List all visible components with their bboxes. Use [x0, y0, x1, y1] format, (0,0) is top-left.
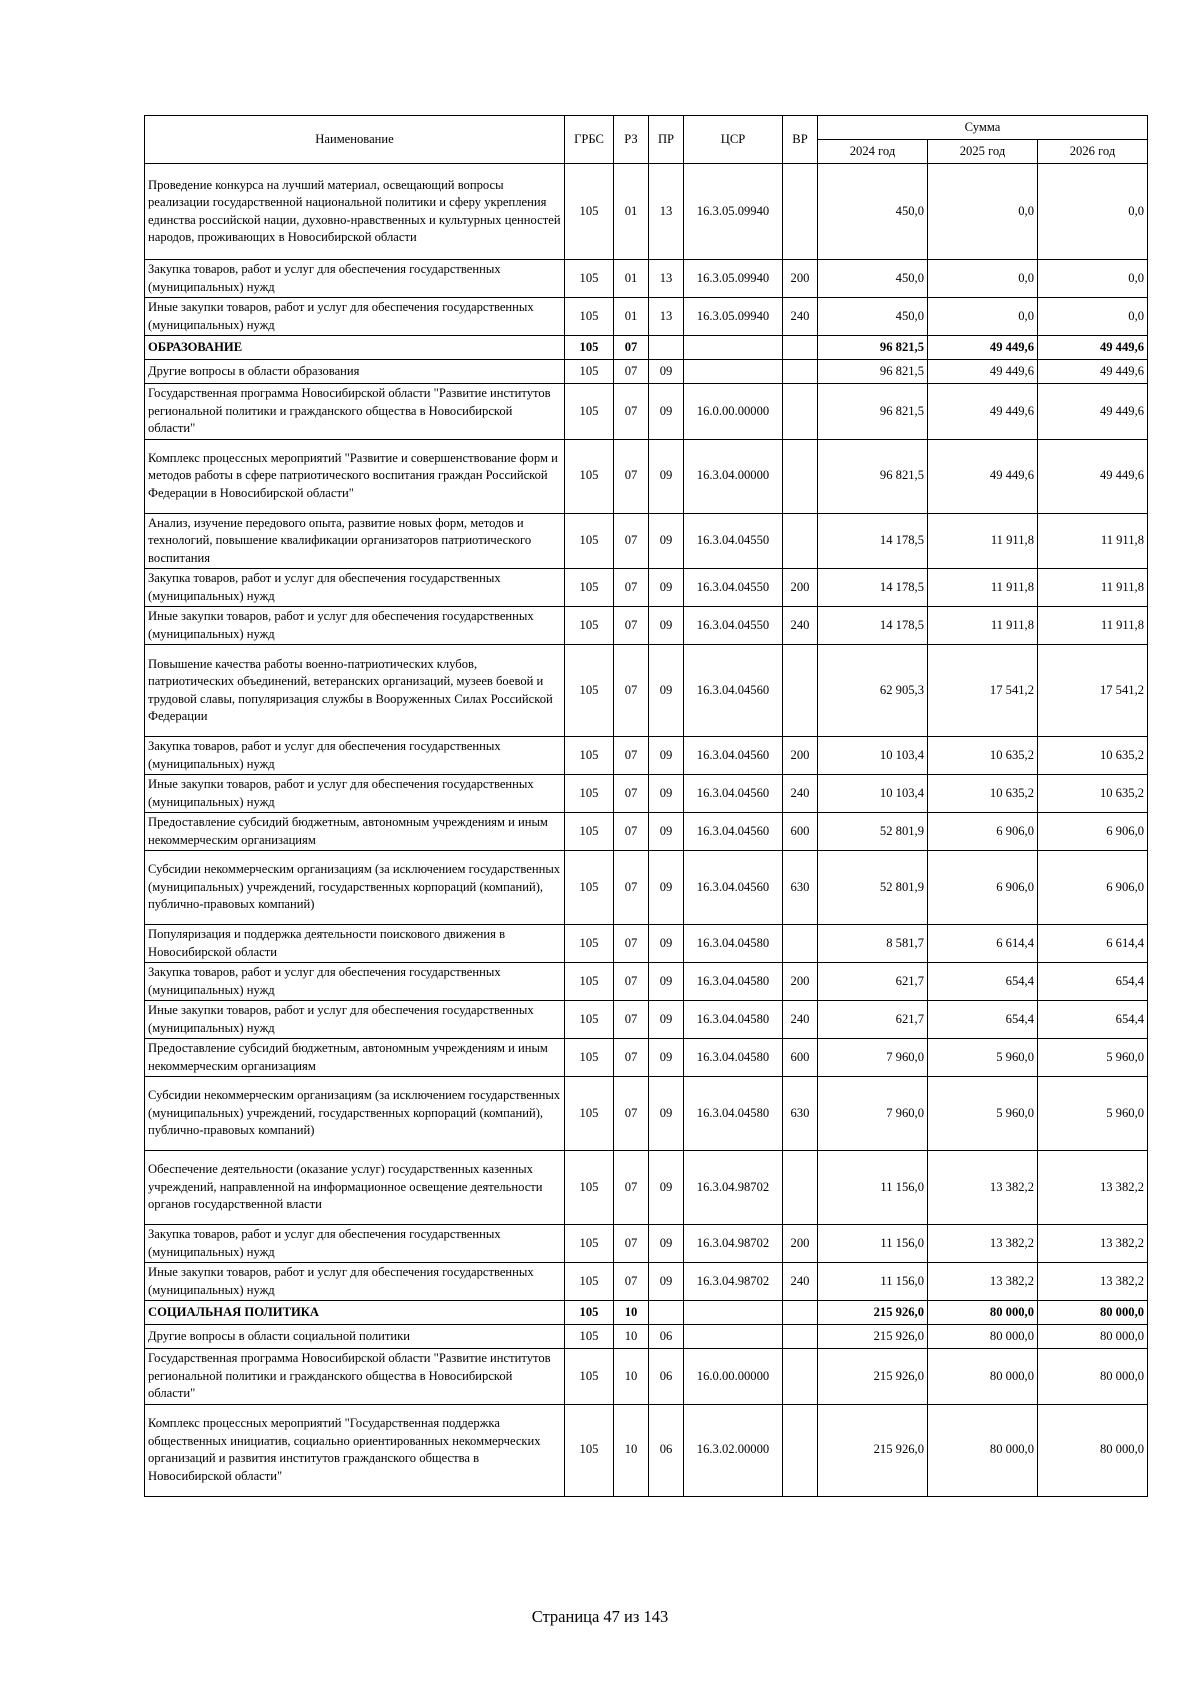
- row-sum-2026: 80 000,0: [1038, 1325, 1148, 1349]
- row-pr: 06: [649, 1349, 684, 1405]
- row-csr: 16.3.04.04550: [684, 513, 783, 569]
- row-vr: 630: [783, 1077, 818, 1151]
- row-name: Субсидии некоммерческим организациям (за исключением государственных (муниципальных) учреждений, государственных корпораций (компаний), публично-правовых компаний): [145, 851, 565, 925]
- row-pr: [649, 1301, 684, 1325]
- row-csr: 16.3.02.00000: [684, 1404, 783, 1496]
- row-grbs: 105: [565, 439, 614, 513]
- row-csr: [684, 1301, 783, 1325]
- row-csr: 16.3.04.04560: [684, 645, 783, 737]
- row-vr: [783, 1404, 818, 1496]
- table-row: [145, 963, 1148, 1001]
- row-vr: 630: [783, 851, 818, 925]
- row-sum-2025: 11 911,8: [928, 607, 1038, 645]
- row-sum-2026: 49 449,6: [1038, 439, 1148, 513]
- row-sum-2025: 17 541,2: [928, 645, 1038, 737]
- row-sum-2024: 14 178,5: [818, 569, 928, 607]
- row-name: СОЦИАЛЬНАЯ ПОЛИТИКА: [145, 1301, 565, 1325]
- table-row: [145, 360, 1148, 384]
- table-row: [145, 925, 1148, 963]
- row-sum-2025: 10 635,2: [928, 737, 1038, 775]
- row-vr: 240: [783, 607, 818, 645]
- row-sum-2024: 215 926,0: [818, 1404, 928, 1496]
- row-sum-2025: 10 635,2: [928, 775, 1038, 813]
- row-name: ОБРАЗОВАНИЕ: [145, 336, 565, 360]
- row-name: Предоставление субсидий бюджетным, автономным учреждениям и иным некоммерческим организациям: [145, 1039, 565, 1077]
- row-sum-2026: 13 382,2: [1038, 1151, 1148, 1225]
- row-vr: [783, 1349, 818, 1405]
- table-row: [145, 1039, 1148, 1077]
- row-sum-2025: 80 000,0: [928, 1301, 1038, 1325]
- row-sum-2025: 11 911,8: [928, 569, 1038, 607]
- row-name: Другие вопросы в области образования: [145, 360, 565, 384]
- row-grbs: 105: [565, 569, 614, 607]
- row-sum-2026: 5 960,0: [1038, 1039, 1148, 1077]
- row-rz: 07: [614, 1001, 649, 1039]
- row-pr: 09: [649, 439, 684, 513]
- row-pr: 09: [649, 384, 684, 440]
- row-sum-2024: 96 821,5: [818, 360, 928, 384]
- row-grbs: 105: [565, 1039, 614, 1077]
- table-row: [145, 1151, 1148, 1225]
- row-sum-2026: 11 911,8: [1038, 607, 1148, 645]
- row-grbs: 105: [565, 260, 614, 298]
- header-year-2024: 2024 год: [818, 140, 928, 164]
- row-rz: 10: [614, 1349, 649, 1405]
- header-csr: ЦСР: [684, 116, 783, 164]
- row-rz: 01: [614, 298, 649, 336]
- row-csr: [684, 360, 783, 384]
- row-sum-2025: 49 449,6: [928, 336, 1038, 360]
- row-vr: 600: [783, 1039, 818, 1077]
- row-rz: 07: [614, 1263, 649, 1301]
- row-pr: 13: [649, 298, 684, 336]
- header-pr: ПР: [649, 116, 684, 164]
- row-name: Субсидии некоммерческим организациям (за исключением государственных (муниципальных) учреждений, государственных корпораций (компаний), публично-правовых компаний): [145, 1077, 565, 1151]
- row-sum-2025: 5 960,0: [928, 1039, 1038, 1077]
- row-sum-2026: 654,4: [1038, 963, 1148, 1001]
- row-rz: 07: [614, 775, 649, 813]
- table-row: [145, 569, 1148, 607]
- table-row: [145, 384, 1148, 440]
- row-pr: 09: [649, 1001, 684, 1039]
- table-row: [145, 1077, 1148, 1151]
- header-name: Наименование: [145, 116, 565, 164]
- budget-table: [144, 115, 1148, 1497]
- row-sum-2025: 11 911,8: [928, 513, 1038, 569]
- row-csr: 16.0.00.00000: [684, 384, 783, 440]
- row-sum-2026: 49 449,6: [1038, 360, 1148, 384]
- row-sum-2026: 80 000,0: [1038, 1349, 1148, 1405]
- row-sum-2026: 6 906,0: [1038, 813, 1148, 851]
- row-sum-2025: 80 000,0: [928, 1404, 1038, 1496]
- row-sum-2026: 0,0: [1038, 164, 1148, 260]
- row-vr: 600: [783, 813, 818, 851]
- row-name: Популяризация и поддержка деятельности поискового движения в Новосибирской области: [145, 925, 565, 963]
- row-sum-2025: 6 906,0: [928, 851, 1038, 925]
- row-vr: 240: [783, 298, 818, 336]
- row-name: Закупка товаров, работ и услуг для обеспечения государственных (муниципальных) нужд: [145, 260, 565, 298]
- row-pr: 09: [649, 607, 684, 645]
- row-grbs: 105: [565, 607, 614, 645]
- row-pr: 09: [649, 360, 684, 384]
- row-sum-2026: 11 911,8: [1038, 513, 1148, 569]
- row-sum-2024: 8 581,7: [818, 925, 928, 963]
- row-sum-2024: 215 926,0: [818, 1301, 928, 1325]
- table-row: [145, 439, 1148, 513]
- row-sum-2026: 654,4: [1038, 1001, 1148, 1039]
- row-rz: 07: [614, 1077, 649, 1151]
- row-csr: 16.3.05.09940: [684, 164, 783, 260]
- row-grbs: 105: [565, 851, 614, 925]
- row-pr: 09: [649, 775, 684, 813]
- row-grbs: 105: [565, 813, 614, 851]
- row-pr: 13: [649, 164, 684, 260]
- row-vr: 200: [783, 737, 818, 775]
- row-name: Иные закупки товаров, работ и услуг для обеспечения государственных (муниципальных) нужд: [145, 1263, 565, 1301]
- row-pr: 09: [649, 963, 684, 1001]
- row-sum-2026: 49 449,6: [1038, 384, 1148, 440]
- row-csr: 16.0.00.00000: [684, 1349, 783, 1405]
- row-sum-2026: 80 000,0: [1038, 1301, 1148, 1325]
- row-rz: 07: [614, 963, 649, 1001]
- row-vr: [783, 439, 818, 513]
- row-vr: 200: [783, 260, 818, 298]
- row-pr: 06: [649, 1404, 684, 1496]
- row-sum-2024: 621,7: [818, 963, 928, 1001]
- row-pr: 09: [649, 851, 684, 925]
- row-pr: 09: [649, 569, 684, 607]
- row-csr: 16.3.04.04580: [684, 963, 783, 1001]
- header-vr: ВР: [783, 116, 818, 164]
- row-vr: [783, 1325, 818, 1349]
- row-csr: 16.3.04.04560: [684, 737, 783, 775]
- row-name: Повышение качества работы военно-патриотических клубов, патриотических объединений, ветеранских организаций, музеев боевой и трудовой славы, популяризация службы в Вооруженных Силах Российской Федерации: [145, 645, 565, 737]
- table-row: [145, 645, 1148, 737]
- row-name: Анализ, изучение передового опыта, развитие новых форм, методов и технологий, повышение квалификации организаторов патриотического воспитания: [145, 513, 565, 569]
- row-pr: 09: [649, 513, 684, 569]
- row-grbs: 105: [565, 1325, 614, 1349]
- row-vr: [783, 1301, 818, 1325]
- table-row: [145, 775, 1148, 813]
- row-grbs: 105: [565, 384, 614, 440]
- row-sum-2024: 450,0: [818, 164, 928, 260]
- table-row: [145, 1325, 1148, 1349]
- row-sum-2024: 52 801,9: [818, 813, 928, 851]
- row-csr: 16.3.05.09940: [684, 260, 783, 298]
- row-sum-2025: 49 449,6: [928, 384, 1038, 440]
- row-pr: 09: [649, 925, 684, 963]
- row-sum-2025: 13 382,2: [928, 1225, 1038, 1263]
- row-pr: 09: [649, 645, 684, 737]
- row-sum-2025: 49 449,6: [928, 439, 1038, 513]
- row-pr: 09: [649, 813, 684, 851]
- row-csr: [684, 1325, 783, 1349]
- row-grbs: 105: [565, 513, 614, 569]
- row-rz: 01: [614, 260, 649, 298]
- row-grbs: 105: [565, 737, 614, 775]
- row-rz: 07: [614, 1039, 649, 1077]
- row-vr: [783, 1151, 818, 1225]
- row-rz: 07: [614, 569, 649, 607]
- row-name: Иные закупки товаров, работ и услуг для обеспечения государственных (муниципальных) нужд: [145, 298, 565, 336]
- row-csr: 16.3.05.09940: [684, 298, 783, 336]
- row-pr: 09: [649, 1077, 684, 1151]
- row-pr: 09: [649, 1263, 684, 1301]
- row-name: Иные закупки товаров, работ и услуг для обеспечения государственных (муниципальных) нужд: [145, 1001, 565, 1039]
- row-sum-2025: 0,0: [928, 298, 1038, 336]
- row-sum-2024: 11 156,0: [818, 1263, 928, 1301]
- row-sum-2025: 6 906,0: [928, 813, 1038, 851]
- header-rz: РЗ: [614, 116, 649, 164]
- row-rz: 07: [614, 851, 649, 925]
- header-year-2025: 2025 год: [928, 140, 1038, 164]
- row-sum-2025: 654,4: [928, 963, 1038, 1001]
- table-row: [145, 513, 1148, 569]
- row-sum-2025: 0,0: [928, 164, 1038, 260]
- row-sum-2024: 215 926,0: [818, 1349, 928, 1405]
- row-rz: 07: [614, 1151, 649, 1225]
- row-name: Закупка товаров, работ и услуг для обеспечения государственных (муниципальных) нужд: [145, 569, 565, 607]
- row-rz: 10: [614, 1325, 649, 1349]
- row-csr: 16.3.04.04580: [684, 1001, 783, 1039]
- row-sum-2026: 13 382,2: [1038, 1263, 1148, 1301]
- row-pr: 09: [649, 1151, 684, 1225]
- row-csr: 16.3.04.04580: [684, 1039, 783, 1077]
- row-grbs: 105: [565, 164, 614, 260]
- row-vr: [783, 513, 818, 569]
- row-name: Иные закупки товаров, работ и услуг для обеспечения государственных (муниципальных) нужд: [145, 775, 565, 813]
- row-name: Обеспечение деятельности (оказание услуг) государственных казенных учреждений, направленной на информационное освещение деятельности органов государственной власти: [145, 1151, 565, 1225]
- row-sum-2024: 215 926,0: [818, 1325, 928, 1349]
- row-vr: [783, 384, 818, 440]
- row-pr: 09: [649, 737, 684, 775]
- row-sum-2026: 10 635,2: [1038, 737, 1148, 775]
- table-row: [145, 851, 1148, 925]
- row-rz: 07: [614, 360, 649, 384]
- row-sum-2026: 49 449,6: [1038, 336, 1148, 360]
- row-pr: 09: [649, 1039, 684, 1077]
- row-grbs: 105: [565, 645, 614, 737]
- row-sum-2025: 6 614,4: [928, 925, 1038, 963]
- row-name: Комплекс процессных мероприятий "Государственная поддержка общественных инициатив, социально ориентированных некоммерческих организаций и развития институтов гражданского общества в Новосибирской области": [145, 1404, 565, 1496]
- page-number: Страница 47 из 143: [531, 1607, 669, 1626]
- table-row: [145, 1404, 1148, 1496]
- row-rz: 07: [614, 607, 649, 645]
- row-sum-2024: 14 178,5: [818, 607, 928, 645]
- table-row: [145, 607, 1148, 645]
- row-rz: 10: [614, 1404, 649, 1496]
- row-grbs: 105: [565, 298, 614, 336]
- row-sum-2024: 621,7: [818, 1001, 928, 1039]
- row-name: Предоставление субсидий бюджетным, автономным учреждениям и иным некоммерческим организациям: [145, 813, 565, 851]
- row-rz: 07: [614, 925, 649, 963]
- row-grbs: 105: [565, 925, 614, 963]
- row-grbs: 105: [565, 1349, 614, 1405]
- row-vr: 200: [783, 1225, 818, 1263]
- row-rz: 07: [614, 1225, 649, 1263]
- row-sum-2025: 654,4: [928, 1001, 1038, 1039]
- row-sum-2024: 62 905,3: [818, 645, 928, 737]
- row-sum-2024: 11 156,0: [818, 1225, 928, 1263]
- row-sum-2025: 0,0: [928, 260, 1038, 298]
- row-sum-2024: 52 801,9: [818, 851, 928, 925]
- table-row: [145, 1349, 1148, 1405]
- table-row: [145, 1263, 1148, 1301]
- row-rz: 07: [614, 439, 649, 513]
- table-row: [145, 1301, 1148, 1325]
- row-sum-2024: 96 821,5: [818, 336, 928, 360]
- table-row: [145, 737, 1148, 775]
- table-row: [145, 1225, 1148, 1263]
- row-rz: 07: [614, 645, 649, 737]
- row-name: Закупка товаров, работ и услуг для обеспечения государственных (муниципальных) нужд: [145, 1225, 565, 1263]
- row-grbs: 105: [565, 1077, 614, 1151]
- row-sum-2026: 10 635,2: [1038, 775, 1148, 813]
- row-sum-2024: 11 156,0: [818, 1151, 928, 1225]
- row-sum-2025: 5 960,0: [928, 1077, 1038, 1151]
- row-grbs: 105: [565, 1301, 614, 1325]
- row-sum-2026: 17 541,2: [1038, 645, 1148, 737]
- header-year-2026: 2026 год: [1038, 140, 1148, 164]
- row-vr: 200: [783, 963, 818, 1001]
- row-sum-2026: 13 382,2: [1038, 1225, 1148, 1263]
- row-sum-2026: 0,0: [1038, 260, 1148, 298]
- row-name: Комплекс процессных мероприятий "Развитие и совершенствование форм и методов работы в сфере патриотического воспитания граждан Российской Федерации в Новосибирской области": [145, 439, 565, 513]
- row-rz: 07: [614, 513, 649, 569]
- row-sum-2024: 96 821,5: [818, 384, 928, 440]
- row-rz: 07: [614, 813, 649, 851]
- row-csr: 16.3.04.98702: [684, 1263, 783, 1301]
- row-grbs: 105: [565, 1263, 614, 1301]
- row-pr: 06: [649, 1325, 684, 1349]
- row-sum-2024: 7 960,0: [818, 1077, 928, 1151]
- row-name: Проведение конкурса на лучший материал, освещающий вопросы реализации государственной национальной политики и сферу укрепления единства российской нации, духовно-нравственных и культурных ценностей народов, проживающих в Новосибирской области: [145, 164, 565, 260]
- row-sum-2025: 80 000,0: [928, 1325, 1038, 1349]
- row-pr: [649, 336, 684, 360]
- row-pr: 09: [649, 1225, 684, 1263]
- row-rz: 10: [614, 1301, 649, 1325]
- row-sum-2024: 96 821,5: [818, 439, 928, 513]
- row-grbs: 105: [565, 1001, 614, 1039]
- table-row: [145, 1001, 1148, 1039]
- table-row: [145, 336, 1148, 360]
- row-sum-2025: 13 382,2: [928, 1151, 1038, 1225]
- header-grbs: ГРБС: [565, 116, 614, 164]
- row-vr: [783, 336, 818, 360]
- row-vr: 240: [783, 1263, 818, 1301]
- row-csr: 16.3.04.04560: [684, 813, 783, 851]
- row-grbs: 105: [565, 1404, 614, 1496]
- row-sum-2025: 13 382,2: [928, 1263, 1038, 1301]
- row-grbs: 105: [565, 336, 614, 360]
- row-vr: [783, 164, 818, 260]
- row-sum-2024: 10 103,4: [818, 737, 928, 775]
- row-csr: 16.3.04.04580: [684, 1077, 783, 1151]
- row-sum-2024: 7 960,0: [818, 1039, 928, 1077]
- row-csr: 16.3.04.98702: [684, 1225, 783, 1263]
- row-sum-2026: 11 911,8: [1038, 569, 1148, 607]
- row-sum-2025: 49 449,6: [928, 360, 1038, 384]
- row-grbs: 105: [565, 360, 614, 384]
- row-pr: 13: [649, 260, 684, 298]
- row-grbs: 105: [565, 1151, 614, 1225]
- header-sum: Сумма: [818, 116, 1148, 140]
- row-vr: 240: [783, 1001, 818, 1039]
- row-name: Государственная программа Новосибирской области "Развитие институтов региональной политики и гражданского общества в Новосибирской области": [145, 1349, 565, 1405]
- row-vr: 200: [783, 569, 818, 607]
- row-csr: 16.3.04.04560: [684, 775, 783, 813]
- row-sum-2026: 5 960,0: [1038, 1077, 1148, 1151]
- row-vr: [783, 925, 818, 963]
- row-sum-2024: 450,0: [818, 260, 928, 298]
- table-row: [145, 298, 1148, 336]
- row-grbs: 105: [565, 1225, 614, 1263]
- row-name: Закупка товаров, работ и услуг для обеспечения государственных (муниципальных) нужд: [145, 737, 565, 775]
- row-rz: 07: [614, 737, 649, 775]
- row-sum-2025: 80 000,0: [928, 1349, 1038, 1405]
- row-sum-2026: 6 906,0: [1038, 851, 1148, 925]
- row-csr: [684, 336, 783, 360]
- row-name: Другие вопросы в области социальной политики: [145, 1325, 565, 1349]
- row-sum-2024: 14 178,5: [818, 513, 928, 569]
- row-sum-2024: 450,0: [818, 298, 928, 336]
- table-row: [145, 164, 1148, 260]
- row-rz: 01: [614, 164, 649, 260]
- row-rz: 07: [614, 384, 649, 440]
- row-sum-2026: 0,0: [1038, 298, 1148, 336]
- row-vr: [783, 645, 818, 737]
- table-row: [145, 260, 1148, 298]
- table-row: [145, 813, 1148, 851]
- row-sum-2026: 80 000,0: [1038, 1404, 1148, 1496]
- row-name: Закупка товаров, работ и услуг для обеспечения государственных (муниципальных) нужд: [145, 963, 565, 1001]
- row-sum-2026: 6 614,4: [1038, 925, 1148, 963]
- row-csr: 16.3.04.04550: [684, 569, 783, 607]
- row-vr: [783, 360, 818, 384]
- row-csr: 16.3.04.00000: [684, 439, 783, 513]
- row-grbs: 105: [565, 775, 614, 813]
- row-name: Иные закупки товаров, работ и услуг для обеспечения государственных (муниципальных) нужд: [145, 607, 565, 645]
- row-csr: 16.3.04.98702: [684, 1151, 783, 1225]
- row-vr: 240: [783, 775, 818, 813]
- row-sum-2024: 10 103,4: [818, 775, 928, 813]
- row-rz: 07: [614, 336, 649, 360]
- row-csr: 16.3.04.04550: [684, 607, 783, 645]
- row-name: Государственная программа Новосибирской области "Развитие институтов региональной политики и гражданского общества в Новосибирской области": [145, 384, 565, 440]
- row-grbs: 105: [565, 963, 614, 1001]
- row-csr: 16.3.04.04560: [684, 851, 783, 925]
- row-csr: 16.3.04.04580: [684, 925, 783, 963]
